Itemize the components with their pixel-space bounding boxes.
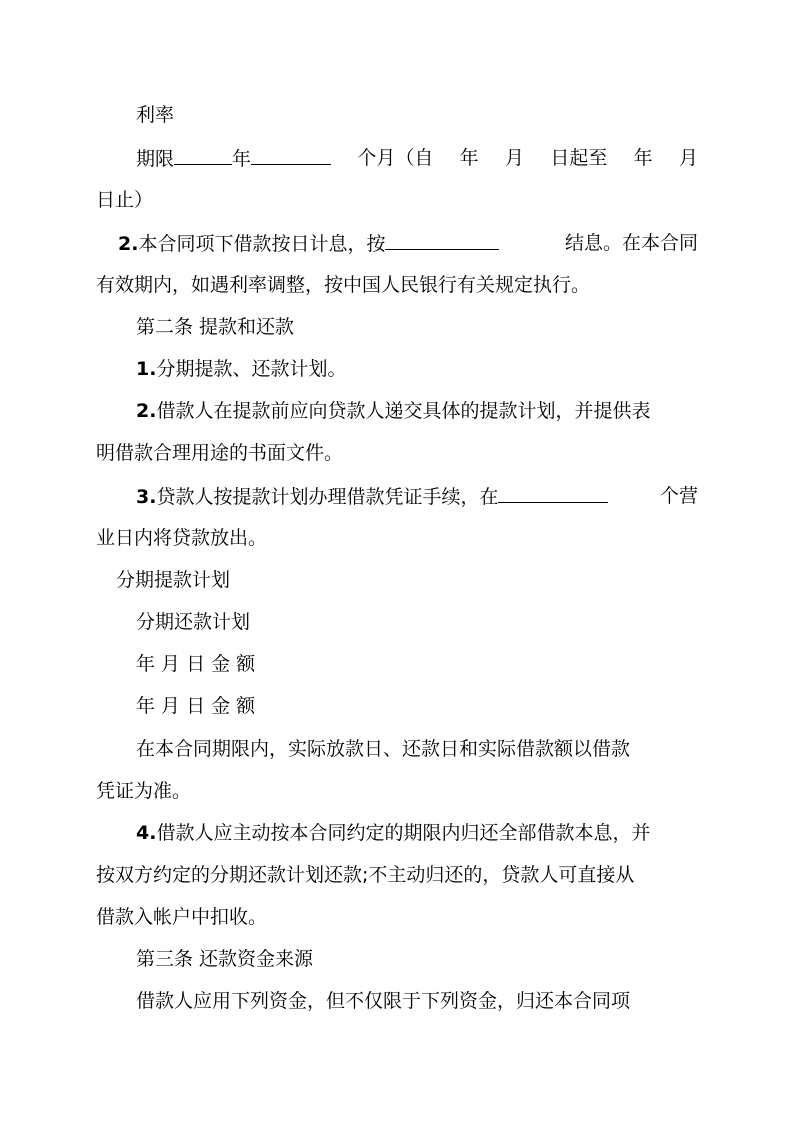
drawdown-plan-line [116,568,230,592]
clause-2-4-end-line [96,905,267,929]
term-months-blank [251,146,331,165]
clause-2-4-text: 4.借款人应主动按本合同约定的期限内归还全部借款本息，并 [136,822,651,844]
plan-row-1-text: 年 月 日 金 额 [136,653,256,675]
clause-2-3-cont-line [96,526,267,550]
clause-2-2-cont-text: 明借款合理用途的书面文件。 [96,442,344,464]
actual-terms-line [136,737,698,761]
interest-calc-text: 2.本合同项下借款按日计息，按 [118,231,499,256]
rate-adjust-line [96,273,590,297]
term-label: 期限 年 [136,146,331,171]
interest-rate-line [136,103,174,127]
interest-calc-line [118,231,698,256]
term-to-year: 年 [633,147,653,169]
plan-row-2 [136,694,255,718]
article-3-body-text: 借款人应用下列资金，但不仅限于下列资金，归还本合同项 [136,990,631,1012]
business-days-blank [498,484,608,503]
term-end-text: 日止） [96,189,154,211]
term-to-text: 日起至 [550,147,608,169]
clause-2-4-cont-text: 按双方约定的分期还款计划还款;不主动归还的，贷款人可直接从 [96,864,635,886]
clause-2-3-text: 3.贷款人按提款计划办理借款凭证手续，在 [136,484,608,509]
term-years-blank [174,146,232,165]
clause-2-3-tail: 个营 [659,485,698,507]
term-from-year: 年 [459,147,479,169]
interest-calc-tail: 结息。在本合同 [564,232,698,254]
plan-row-2-text: 年 月 日 金 额 [136,695,256,717]
term-end-line [96,188,153,212]
clause-2-2-line [136,399,698,423]
clause-2-1-text: 分期提款、还款计划。 [156,358,347,380]
article-2-title: 第二条 提款和还款 [136,316,295,338]
repayment-plan-title: 分期还款计划 [136,611,251,633]
clause-2-3-line [136,484,698,509]
article-2-heading [136,315,294,339]
actual-terms-cont-text: 凭证为准。 [96,780,192,802]
article-3-heading [136,947,313,971]
article-3-body-line [136,989,698,1013]
term-from-month: 月 [505,147,525,169]
clause-2-2-cont-line [96,441,343,465]
term-to-month: 月 [678,147,698,169]
clause-2-4-end-text: 借款入帐户中扣收。 [96,906,268,928]
drawdown-plan-title: 分期提款计划 [116,569,231,591]
actual-terms-cont-line [96,779,191,803]
clause-2-4-cont-line [96,863,698,887]
term-from-text: 个月（自 [357,147,434,169]
clause-2-4-line [136,821,708,845]
repayment-plan-line [136,610,250,634]
actual-terms-text: 在本合同期限内，实际放款日、还款日和实际借款额以借款 [136,738,631,760]
interest-rate-label: 利率 [136,104,175,126]
clause-2-1-line: 1.分期提款、还款计划。 [136,358,347,380]
settlement-method-blank [385,231,499,250]
term-line [136,146,698,171]
clause-2-3-cont-text: 业日内将贷款放出。 [96,527,268,549]
rate-adjust-text: 有效期内，如遇利率调整，按中国人民银行有关规定执行。 [96,274,591,296]
plan-row-1 [136,652,255,676]
article-3-title: 第三条 还款资金来源 [136,948,314,970]
clause-2-2-text: 2.借款人在提款前应向贷款人递交具体的提款计划，并提供表 [136,400,651,422]
